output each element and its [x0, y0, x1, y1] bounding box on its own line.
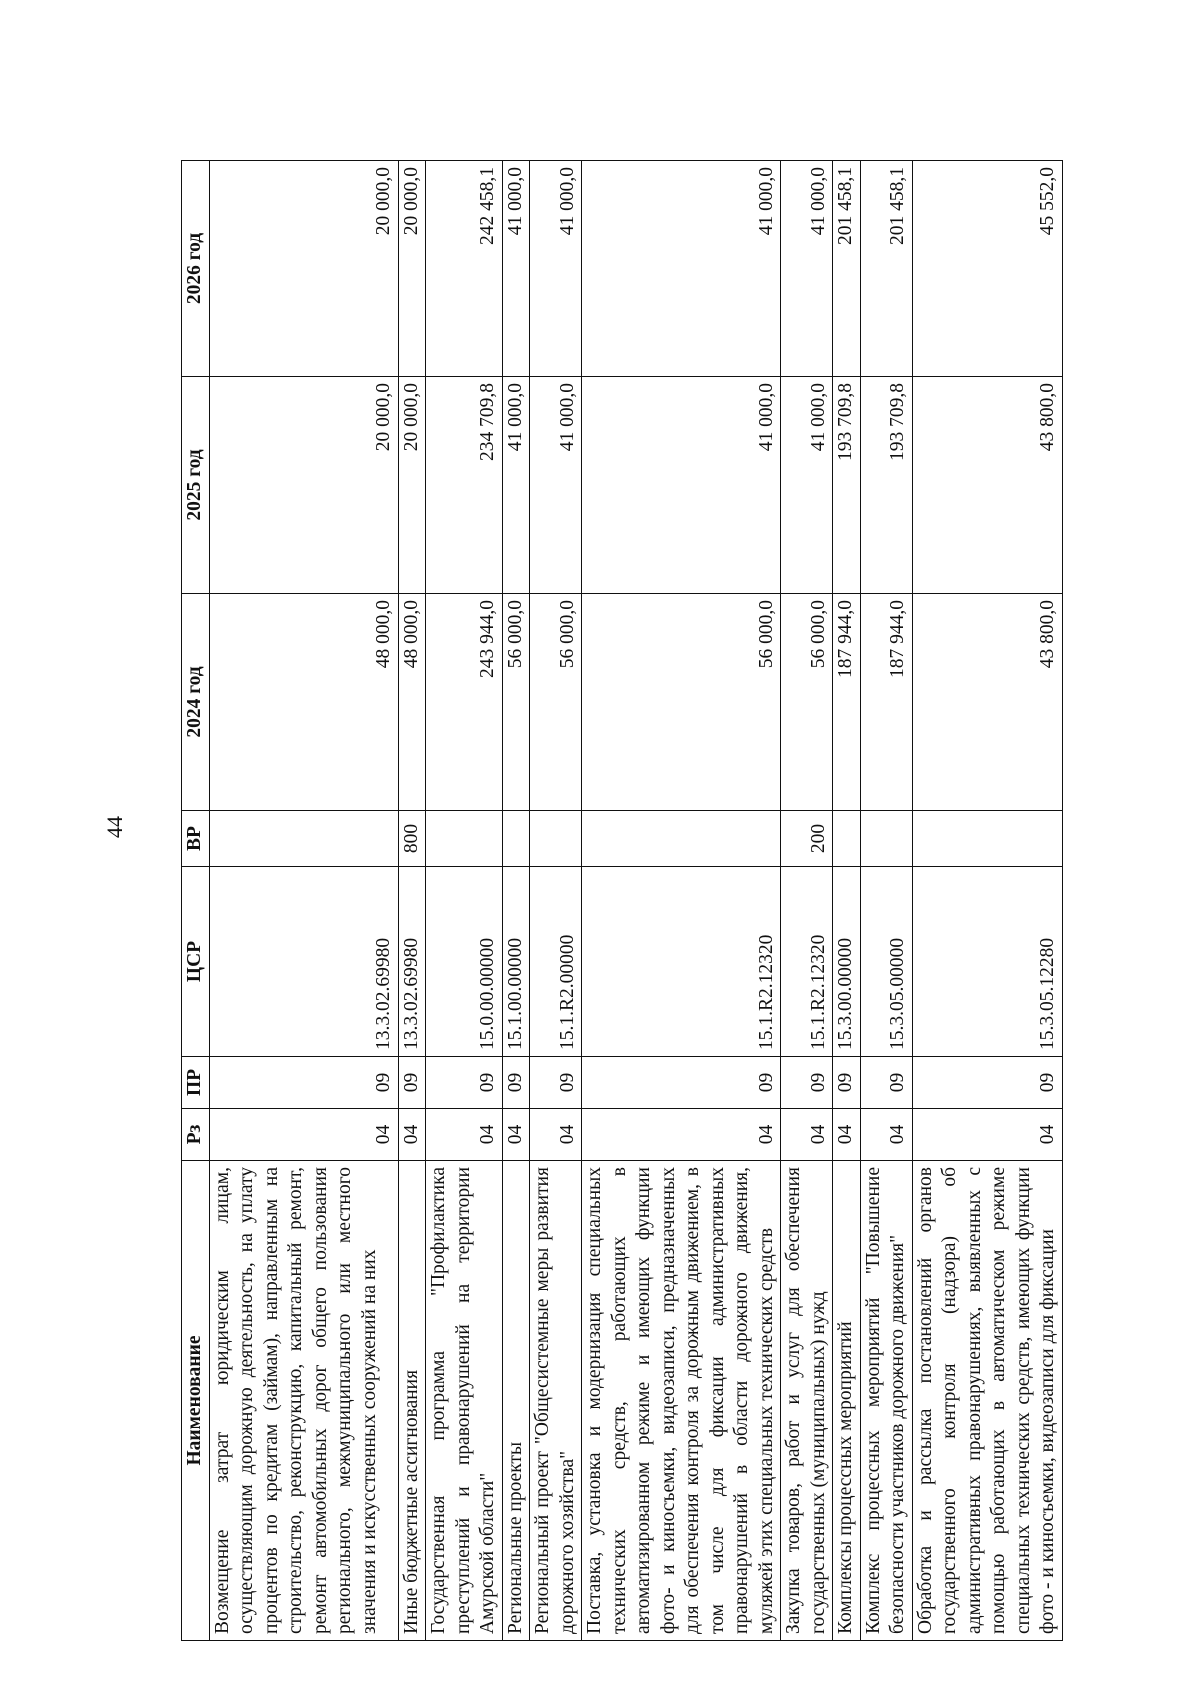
table-row [582, 161, 781, 1641]
row-csr: 15.1.R2.12320 [582, 867, 781, 1057]
row-name: Региональные проекты [502, 1161, 530, 1641]
table-row [426, 161, 503, 1641]
header-2026: 2026 год [182, 161, 210, 377]
row-csr: 15.3.00.00000 [833, 867, 861, 1057]
row-rz: 04 [860, 1109, 912, 1161]
row-2026: 201 458,1 [833, 161, 861, 377]
row-pr: 09 [209, 1057, 398, 1109]
row-vr [426, 811, 503, 867]
row-rz: 04 [833, 1109, 861, 1161]
row-pr: 09 [398, 1057, 426, 1109]
row-vr [530, 811, 582, 867]
row-2024: 43 800,0 [912, 594, 1062, 811]
row-csr: 15.3.05.12280 [912, 867, 1062, 1057]
row-vr: 200 [781, 811, 833, 867]
row-2026: 20 000,0 [398, 161, 426, 377]
row-name: Поставка, установка и модернизация специальных технических средств, работающих в автоматизированном режиме и имеющих функции фото- и киносъемки, видеозаписи, предназначенных для обеспечения контроля за дорожным движением, в том числе для фиксации административных правонарушений в области дорожного движения, муляжей этих специальных технических средств [582, 1161, 781, 1641]
row-rz: 04 [426, 1109, 503, 1161]
row-pr: 09 [912, 1057, 1062, 1109]
row-csr: 15.1.R2.00000 [530, 867, 582, 1057]
row-2025: 20 000,0 [398, 377, 426, 594]
row-rz: 04 [398, 1109, 426, 1161]
row-pr: 09 [833, 1057, 861, 1109]
page-number: 44 [102, 816, 127, 838]
row-2024: 48 000,0 [398, 594, 426, 811]
row-2025: 193 709,8 [860, 377, 912, 594]
table-row [530, 161, 582, 1641]
row-rz: 04 [530, 1109, 582, 1161]
row-csr: 15.3.05.00000 [860, 867, 912, 1057]
row-2024: 243 944,0 [426, 594, 503, 811]
header-name: Наименование [182, 1161, 210, 1641]
row-pr: 09 [502, 1057, 530, 1109]
table-row [502, 161, 530, 1641]
header-2024: 2024 год [182, 594, 210, 811]
row-2026: 201 458,1 [860, 161, 912, 377]
row-csr: 13.3.02.69980 [209, 867, 398, 1057]
row-2026: 41 000,0 [781, 161, 833, 377]
row-2025: 193 709,8 [833, 377, 861, 594]
row-2024: 56 000,0 [781, 594, 833, 811]
row-name: Обработка и рассылка постановлений органов государственного контроля (надзора) об административных правонарушениях, выявленных с помощью работающих в автоматическом режиме специальных технических средств, имеющих функции фото - и киносъемки, видеозаписи для фиксации [912, 1161, 1062, 1641]
row-pr: 09 [426, 1057, 503, 1109]
row-csr: 15.0.00.00000 [426, 867, 503, 1057]
row-name: Возмещение затрат юридическим лицам, осуществляющим дорожную деятельность, на уплату процентов по кредитам (займам), направленным на строительство, реконструкцию, капитальный ремонт, ремонт автомобильных дорог общего пользования регионального, межмуниципального или местного значения и искусственных сооружений на них [209, 1161, 398, 1641]
row-2026: 45 552,0 [912, 161, 1062, 377]
row-vr [582, 811, 781, 867]
row-2024: 56 000,0 [530, 594, 582, 811]
row-2025: 234 709,8 [426, 377, 503, 594]
row-name: Комплексы процессных мероприятий [833, 1161, 861, 1641]
row-2026: 20 000,0 [209, 161, 398, 377]
row-2024: 187 944,0 [833, 594, 861, 811]
row-2025: 41 000,0 [530, 377, 582, 594]
row-rz: 04 [502, 1109, 530, 1161]
row-vr [912, 811, 1062, 867]
row-vr: 800 [398, 811, 426, 867]
row-pr: 09 [860, 1057, 912, 1109]
row-csr: 15.1.00.00000 [502, 867, 530, 1057]
row-name: Иные бюджетные ассигнования [398, 1161, 426, 1641]
row-2024: 48 000,0 [209, 594, 398, 811]
row-name: Закупка товаров, работ и услуг для обеспечения государственных (муниципальных) нужд [781, 1161, 833, 1641]
table-row [860, 161, 912, 1641]
header-rz: Рз [182, 1109, 210, 1161]
table-row [781, 161, 833, 1641]
table-row [833, 161, 861, 1641]
row-vr [209, 811, 398, 867]
table-row [398, 161, 426, 1641]
row-vr [860, 811, 912, 867]
row-2026: 41 000,0 [502, 161, 530, 377]
row-2024: 187 944,0 [860, 594, 912, 811]
row-2025: 43 800,0 [912, 377, 1062, 594]
header-csr: ЦСР [182, 867, 210, 1057]
rotated-table-container [181, 161, 1176, 1641]
row-rz: 04 [209, 1109, 398, 1161]
row-2026: 242 458,1 [426, 161, 503, 377]
row-2026: 41 000,0 [530, 161, 582, 377]
row-2025: 41 000,0 [582, 377, 781, 594]
header-pr: ПР [182, 1057, 210, 1109]
row-2024: 56 000,0 [502, 594, 530, 811]
table-row [209, 161, 398, 1641]
table-header-row [182, 161, 210, 1641]
row-vr [833, 811, 861, 867]
row-pr: 09 [781, 1057, 833, 1109]
row-2025: 41 000,0 [502, 377, 530, 594]
row-2025: 20 000,0 [209, 377, 398, 594]
row-2026: 41 000,0 [582, 161, 781, 377]
row-name: Региональный проект "Общесистемные меры развития дорожного хозяйства" [530, 1161, 582, 1641]
table-row [912, 161, 1062, 1641]
row-rz: 04 [781, 1109, 833, 1161]
row-vr [502, 811, 530, 867]
row-csr: 15.1.R2.12320 [781, 867, 833, 1057]
row-pr: 09 [530, 1057, 582, 1109]
row-2025: 41 000,0 [781, 377, 833, 594]
row-pr: 09 [582, 1057, 781, 1109]
row-rz: 04 [582, 1109, 781, 1161]
row-rz: 04 [912, 1109, 1062, 1161]
header-vr: ВР [182, 811, 210, 867]
row-csr: 13.3.02.69980 [398, 867, 426, 1057]
row-name: Государственная программа "Профилактика преступлений и правонарушений на территории Амурской области" [426, 1161, 503, 1641]
budget-table [181, 160, 1063, 1641]
header-2025: 2025 год [182, 377, 210, 594]
row-name: Комплекс процессных мероприятий "Повышение безопасности участников дорожного движения" [860, 1161, 912, 1641]
row-2024: 56 000,0 [582, 594, 781, 811]
